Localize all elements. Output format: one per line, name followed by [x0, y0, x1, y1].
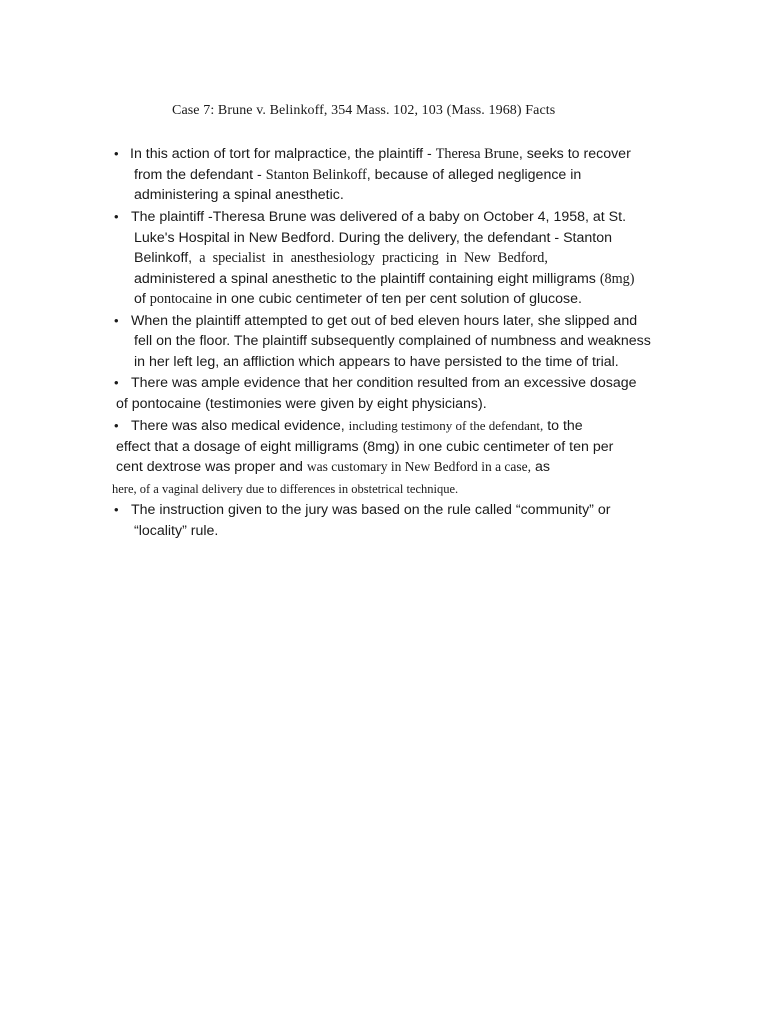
- text-line: administered a spinal anesthetic to the plaintiff containing eight milligrams (8mg): [134, 271, 635, 287]
- text-line: from the defendant - Stanton Belinkoff, because of alleged negligence in: [134, 167, 582, 183]
- text-line: Luke's Hospital in New Bedford. During the delivery, the defendant - Stanton: [134, 230, 613, 246]
- text-line: There was ample evidence that her condition resulted from an excessive dosage: [131, 375, 637, 391]
- bullet-marker: •: [114, 209, 119, 224]
- text-line: administering a spinal anesthetic.: [134, 187, 344, 203]
- bullet-marker: •: [114, 502, 119, 517]
- text-line: here, of a vaginal delivery due to differences in obstetrical technique.: [112, 482, 459, 496]
- text-line: “locality” rule.: [134, 523, 219, 539]
- text-line: There was also medical evidence, including testimony of the defendant, to the: [131, 418, 583, 434]
- text-line: in her left leg, an affliction which appears to have persisted to the time of trial.: [134, 354, 619, 370]
- bullet-marker: •: [114, 375, 119, 390]
- text-line: The instruction given to the jury was based on the rule called “community” or: [131, 502, 611, 518]
- text-line: Belinkoff, a specialist in anesthesiology practicing in New Bedford,: [134, 250, 548, 266]
- bullet-marker: •: [114, 418, 119, 433]
- text-line: cent dextrose was proper and was customary in New Bedford in a case, as: [116, 459, 550, 475]
- text-line: effect that a dosage of eight milligrams (8mg) in one cubic centimeter of ten per: [116, 439, 614, 455]
- bullet-marker: •: [114, 313, 119, 328]
- text-line: The plaintiff -Theresa Brune was delivered of a baby on October 4, 1958, at St.: [131, 209, 627, 225]
- text-line: of pontocaine (testimonies were given by eight physicians).: [116, 396, 487, 412]
- text-line: When the plaintiff attempted to get out of bed eleven hours later, she slipped and: [131, 313, 638, 329]
- text-line: In this action of tort for malpractice, the plaintiff - Theresa Brune, seeks to recover: [130, 146, 631, 162]
- page-title: Case 7: Brune v. Belinkoff, 354 Mass. 102, 103 (Mass. 1968) Facts: [172, 103, 556, 118]
- text-line: fell on the floor. The plaintiff subsequently complained of numbness and weakness: [134, 333, 651, 349]
- bullet-marker: •: [114, 146, 119, 161]
- text-line: of pontocaine in one cubic centimeter of ten per cent solution of glucose.: [134, 291, 582, 307]
